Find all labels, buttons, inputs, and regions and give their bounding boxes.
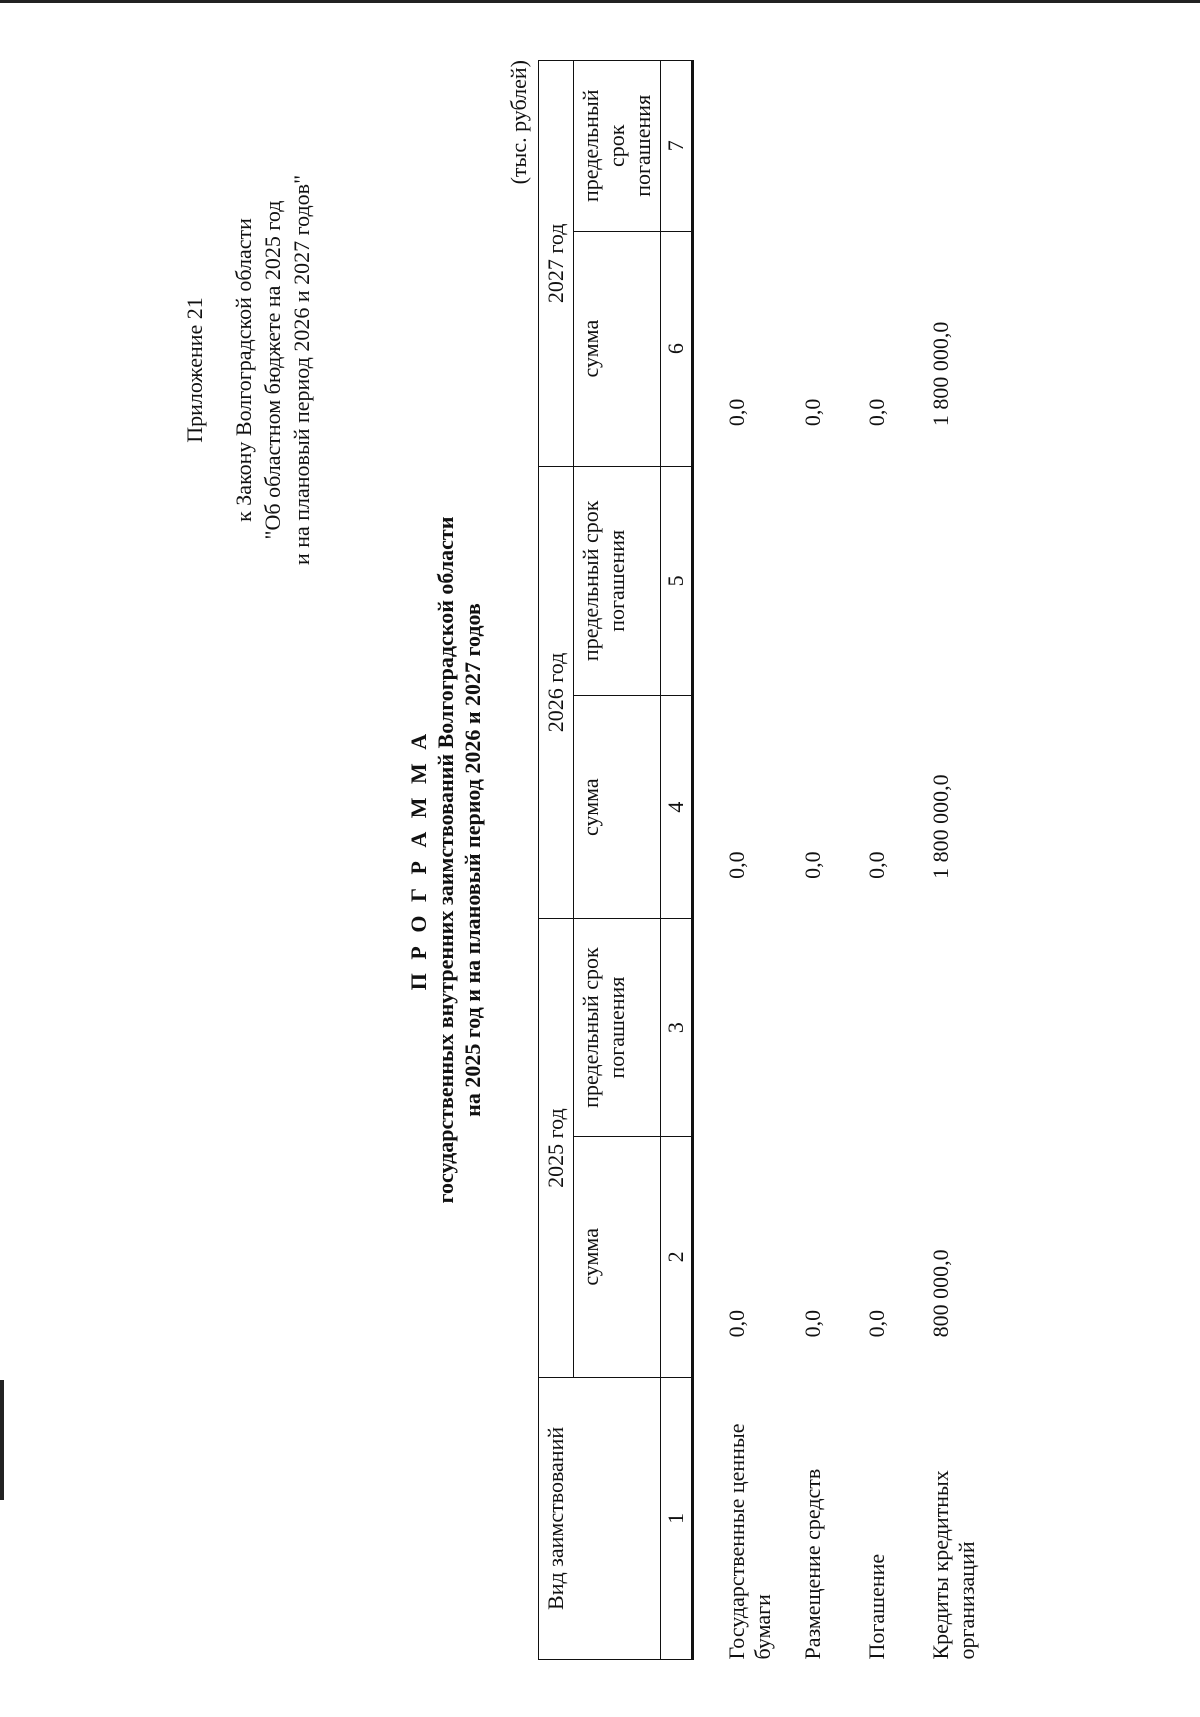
term-2025 <box>693 919 801 1137</box>
rotated-document-sheet <box>30 60 1130 1660</box>
sum-2025: 0,0 <box>800 1309 825 1338</box>
header-term-2026: предельный срок погашения <box>574 466 661 695</box>
column-number: 2 <box>661 1136 693 1377</box>
term-2027 <box>864 61 928 232</box>
sum-2027: 0,0 <box>800 398 825 427</box>
row-name: Размещение средств <box>800 1468 825 1660</box>
table-row <box>693 61 801 1660</box>
sum-2027: 1 800 000,0 <box>928 321 953 427</box>
scan-border-top <box>0 0 1200 3</box>
header-term-line: срок <box>604 124 629 167</box>
appendix-line: к Закону Волгоградской области <box>231 218 256 522</box>
header-term-2025: предельный срок погашения <box>574 919 661 1137</box>
header-row-numbers <box>661 61 693 1660</box>
sum-2026: 0,0 <box>864 851 889 879</box>
header-row-years <box>539 61 574 1660</box>
term-2025 <box>928 919 992 1137</box>
term-2027 <box>693 61 801 232</box>
term-2025 <box>864 919 928 1137</box>
title-line: государственных внутренних заимствований Волгоградской области <box>433 516 458 1204</box>
sum-2027: 0,0 <box>724 398 749 427</box>
column-number: 6 <box>661 231 693 466</box>
appendix-line: и на плановый период 2026 и 2027 годов" <box>289 174 314 566</box>
term-2025 <box>800 919 864 1137</box>
header-sum-2025: сумма <box>574 1136 661 1377</box>
row-name: Государственные ценные бумаги <box>724 1423 775 1660</box>
header-borrowing-type: Вид заимствований <box>539 1377 661 1659</box>
units-label: (тыс. рублей) <box>506 60 531 185</box>
term-2026 <box>800 466 864 695</box>
header-sum-2027: сумма <box>574 231 661 466</box>
term-2026 <box>864 466 928 695</box>
header-year-2026: 2026 год <box>539 466 574 919</box>
document-title <box>405 60 486 1660</box>
sum-2025: 800 000,0 <box>928 1249 953 1338</box>
sum-2027: 0,0 <box>864 398 889 427</box>
row-name: Кредиты кредитных организаций <box>928 1470 979 1660</box>
appendix-number: Приложение 21 <box>182 297 207 443</box>
term-2027 <box>800 61 864 232</box>
header-sum-2026: сумма <box>574 695 661 918</box>
table-row <box>928 61 992 1660</box>
term-2026 <box>928 466 992 695</box>
appendix-line: "Об областном бюджете на 2025 год <box>260 200 285 540</box>
header-year-2025: 2025 год <box>539 919 574 1378</box>
term-2026 <box>693 466 801 695</box>
header-year-2027: 2027 год <box>539 61 574 467</box>
column-number: 1 <box>661 1377 693 1659</box>
column-number: 4 <box>661 695 693 918</box>
column-number: 7 <box>661 61 693 232</box>
table-row <box>800 61 864 1660</box>
header-term-2027 <box>574 61 661 232</box>
column-number: 5 <box>661 466 693 695</box>
sum-2026: 1 800 000,0 <box>928 774 953 879</box>
term-2027 <box>928 61 992 232</box>
header-term-line: погашения <box>630 94 655 197</box>
table-row <box>864 61 928 1660</box>
title-line: на 2025 год и на плановый период 2026 и 2027 годов <box>460 603 485 1117</box>
row-name: Погашение <box>864 1553 889 1660</box>
scan-border-left <box>0 1380 4 1500</box>
column-number: 3 <box>661 919 693 1137</box>
sum-2025: 0,0 <box>864 1309 889 1338</box>
title-heading: П Р О Г Р А М М А <box>406 729 431 991</box>
borrowings-table <box>538 60 992 1660</box>
sum-2026: 0,0 <box>800 851 825 879</box>
header-term-line: предельный <box>578 89 603 203</box>
appendix-note <box>180 90 316 650</box>
sum-2026: 0,0 <box>724 851 749 879</box>
sum-2025: 0,0 <box>724 1309 749 1338</box>
